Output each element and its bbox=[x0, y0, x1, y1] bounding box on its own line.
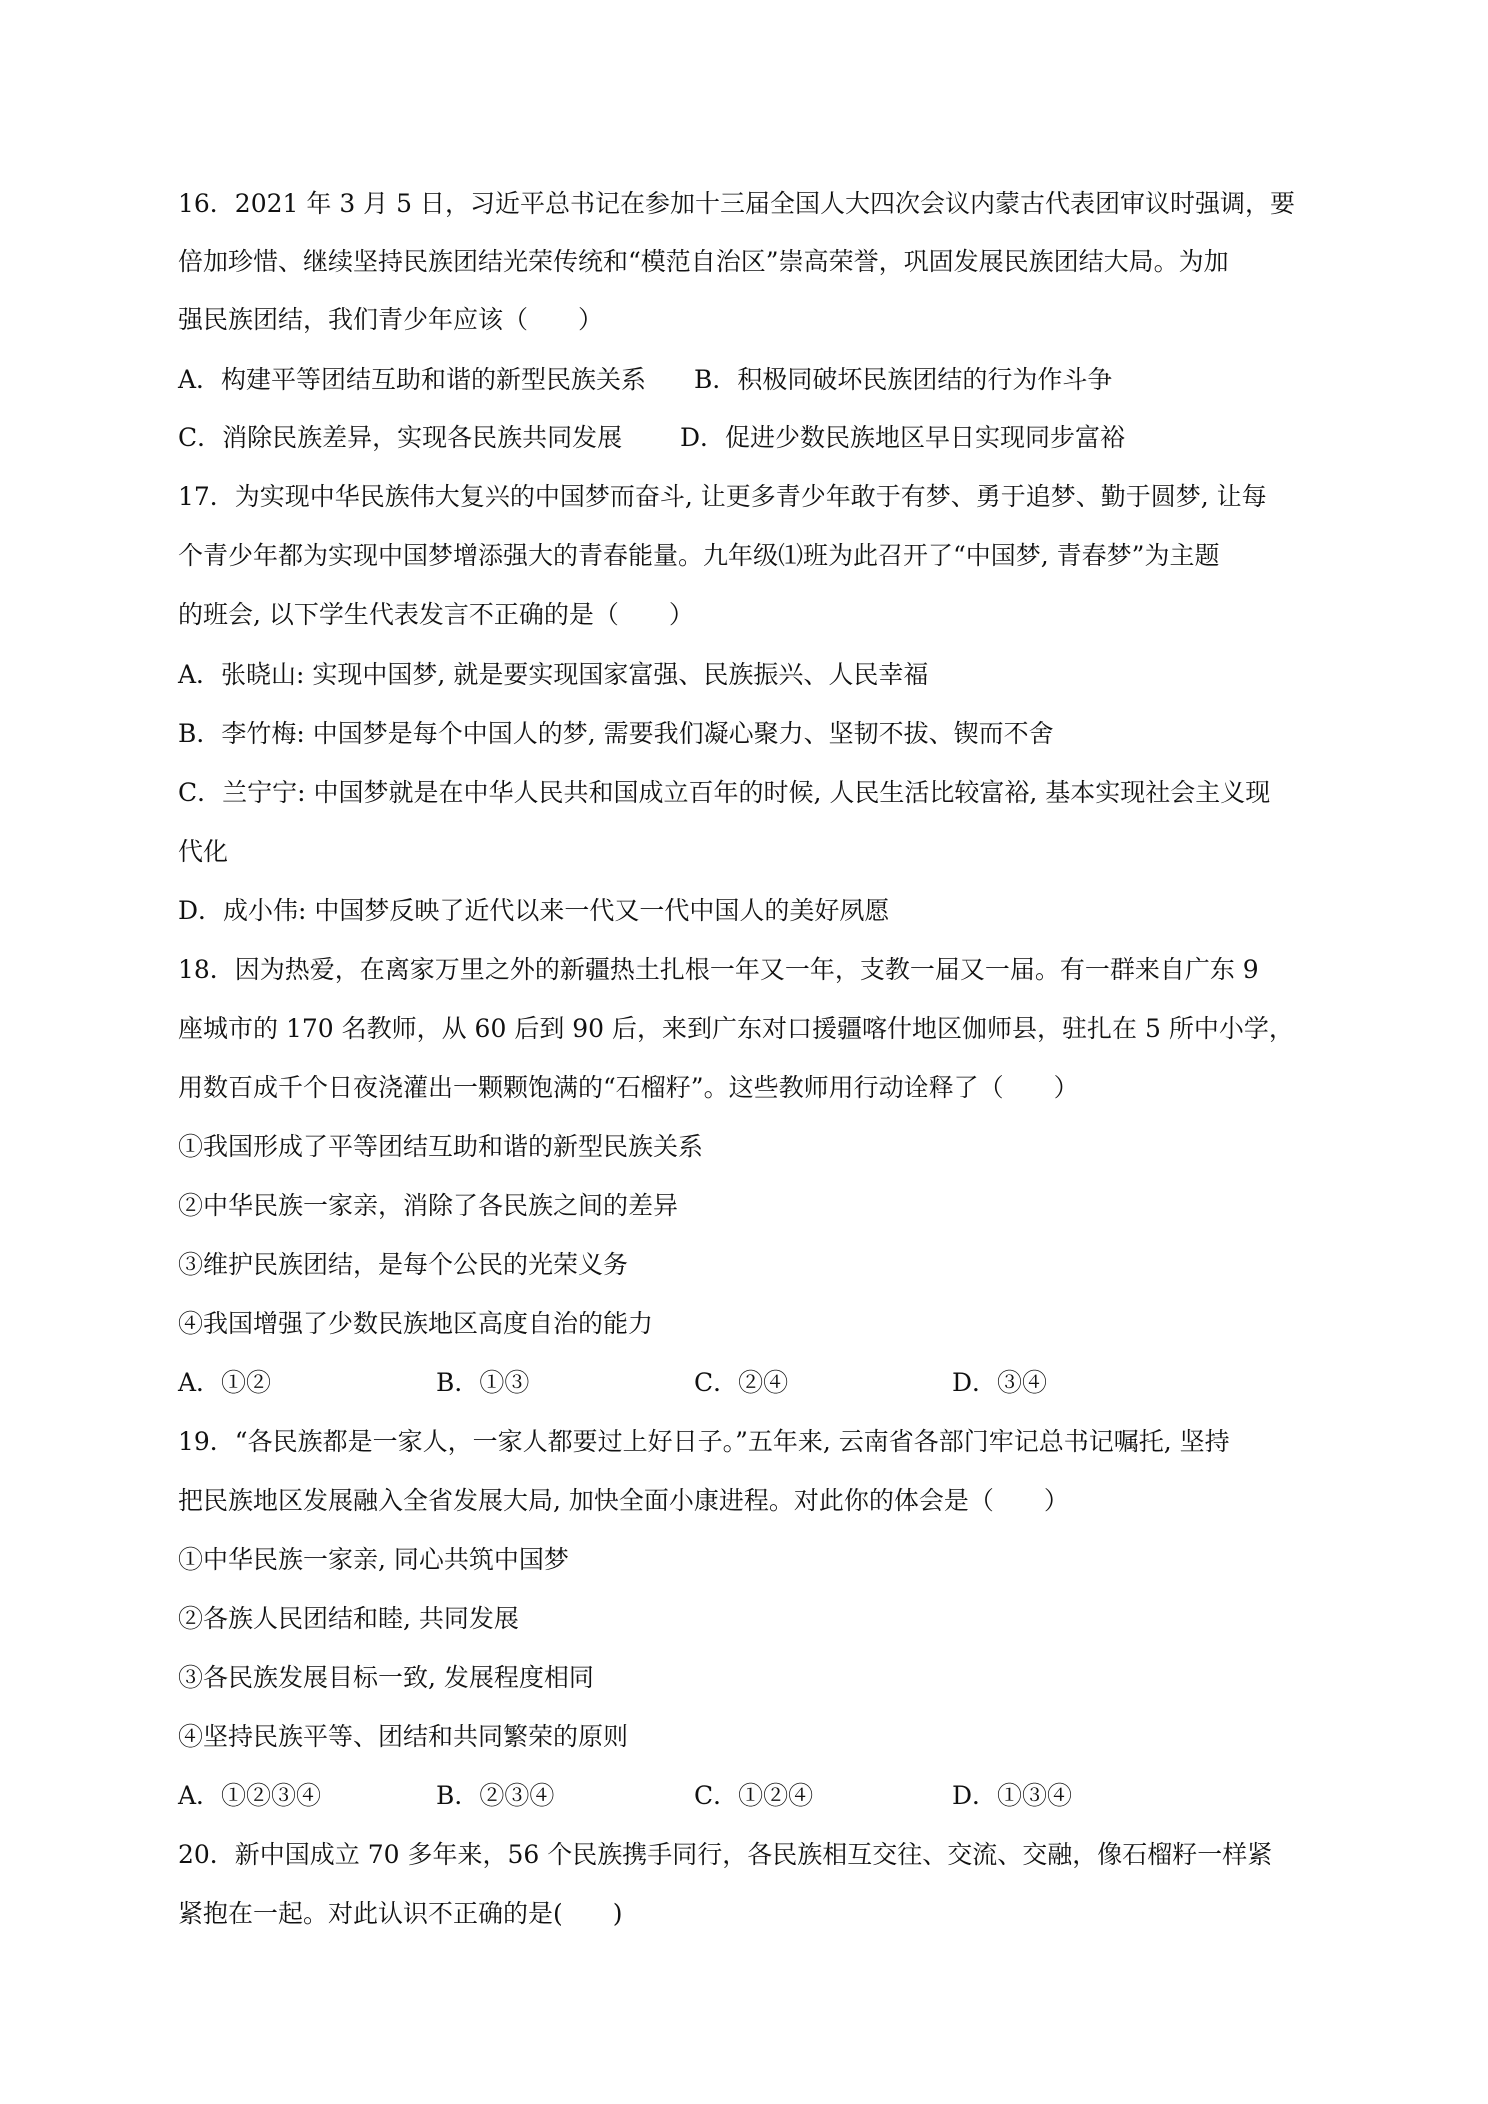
q16-option-b: B．积极同破坏民族团结的行为作斗争 bbox=[694, 365, 1113, 394]
q18-stem-line-3: 用数百成千个日夜浇灌出一颗颗饱满的“石榴籽”。这些教师用行动诠释了（ ） bbox=[178, 1073, 1079, 1102]
q19-stem-line-2: 把民族地区发展融入全省发展大局, 加快全面小康进程。对此你的体会是（ ） bbox=[178, 1486, 1069, 1515]
q16-stem-line-3: 强民族团结，我们青少年应该（ ） bbox=[178, 305, 604, 334]
q19-option-b: B．②③④ bbox=[436, 1781, 555, 1810]
q18-statement-4: ④我国增强了少数民族地区高度自治的能力 bbox=[178, 1309, 654, 1338]
q19-option-d: D．①③④ bbox=[952, 1781, 1073, 1810]
q19-option-c: C．①②④ bbox=[694, 1781, 814, 1810]
q17-option-d: D．成小伟: 中国梦反映了近代以来一代又一代中国人的美好夙愿 bbox=[178, 896, 890, 925]
q18-option-a: A．①② bbox=[178, 1368, 272, 1397]
q17-stem-line-3: 的班会, 以下学生代表发言不正确的是（ ） bbox=[178, 600, 694, 629]
q16-stem-line-1: 16．2021 年 3 月 5 日，习近平总书记在参加十三届全国人大四次会议内蒙古代表团审议时强调，要 bbox=[178, 189, 1295, 218]
q18-option-d: D．③④ bbox=[952, 1368, 1048, 1397]
q17-option-a: A．张晓山: 实现中国梦, 就是要实现国家富强、民族振兴、人民幸福 bbox=[178, 660, 929, 689]
q16-option-c: C．消除民族差异，实现各民族共同发展 bbox=[178, 423, 623, 452]
q18-statement-1: ①我国形成了平等团结互助和谐的新型民族关系 bbox=[178, 1132, 704, 1161]
q19-statement-4: ④坚持民族平等、团结和共同繁荣的原则 bbox=[178, 1722, 629, 1751]
q16-option-a: A．构建平等团结互助和谐的新型民族关系 bbox=[178, 365, 647, 394]
q19-statement-1: ①中华民族一家亲, 同心共筑中国梦 bbox=[178, 1545, 569, 1574]
q17-stem-line-1: 17．为实现中华民族伟大复兴的中国梦而奋斗, 让更多青少年敢于有梦、勇于追梦、勤于圆梦, 让每 bbox=[178, 482, 1267, 511]
q18-stem-line-1: 18．因为热爱，在离家万里之外的新疆热土扎根一年又一年，支教一届又一届。有一群来自广东 9 bbox=[178, 955, 1259, 984]
q19-stem-line-1: 19．“各民族都是一家人，一家人都要过上好日子。”五年来, 云南省各部门牢记总书记嘱托, 坚持 bbox=[178, 1427, 1230, 1456]
q17-stem-line-2: 个青少年都为实现中国梦增添强大的青春能量。九年级⑴班为此召开了“中国梦, 青春梦”为主题 bbox=[178, 541, 1220, 570]
q19-option-a: A．①②③④ bbox=[178, 1781, 322, 1810]
q20-stem-line-1: 20．新中国成立 70 多年来，56 个民族携手同行，各民族相互交往、交流、交融，像石榴籽一样紧 bbox=[178, 1840, 1273, 1869]
q17-option-c-line-2: 代化 bbox=[178, 837, 229, 866]
q18-statement-2: ②中华民族一家亲，消除了各民族之间的差异 bbox=[178, 1191, 679, 1220]
q17-option-c-line-1: C．兰宁宁: 中国梦就是在中华人民共和国成立百年的时候, 人民生活比较富裕, 基本实现社会主义现 bbox=[178, 778, 1271, 807]
q19-statement-2: ②各族人民团结和睦, 共同发展 bbox=[178, 1604, 519, 1633]
q16-stem-line-2: 倍加珍惜、继续坚持民族团结光荣传统和“模范自治区”崇高荣誉，巩固发展民族团结大局。为加 bbox=[178, 247, 1229, 276]
q20-stem-line-2: 紧抱在一起。对此认识不正确的是( ) bbox=[178, 1899, 623, 1928]
q18-option-c: C．②④ bbox=[694, 1368, 789, 1397]
q18-option-b: B．①③ bbox=[436, 1368, 530, 1397]
q18-statement-3: ③维护民族团结，是每个公民的光荣义务 bbox=[178, 1250, 629, 1279]
q16-option-d: D．促进少数民族地区早日实现同步富裕 bbox=[680, 423, 1126, 452]
q19-statement-3: ③各民族发展目标一致, 发展程度相同 bbox=[178, 1663, 594, 1692]
q18-stem-line-2: 座城市的 170 名教师，从 60 后到 90 后，来到广东对口援疆喀什地区伽师县，驻扎在 5 所中小学， bbox=[178, 1014, 1294, 1043]
q17-option-b: B．李竹梅: 中国梦是每个中国人的梦, 需要我们凝心聚力、坚韧不拔、锲而不舍 bbox=[178, 719, 1054, 748]
